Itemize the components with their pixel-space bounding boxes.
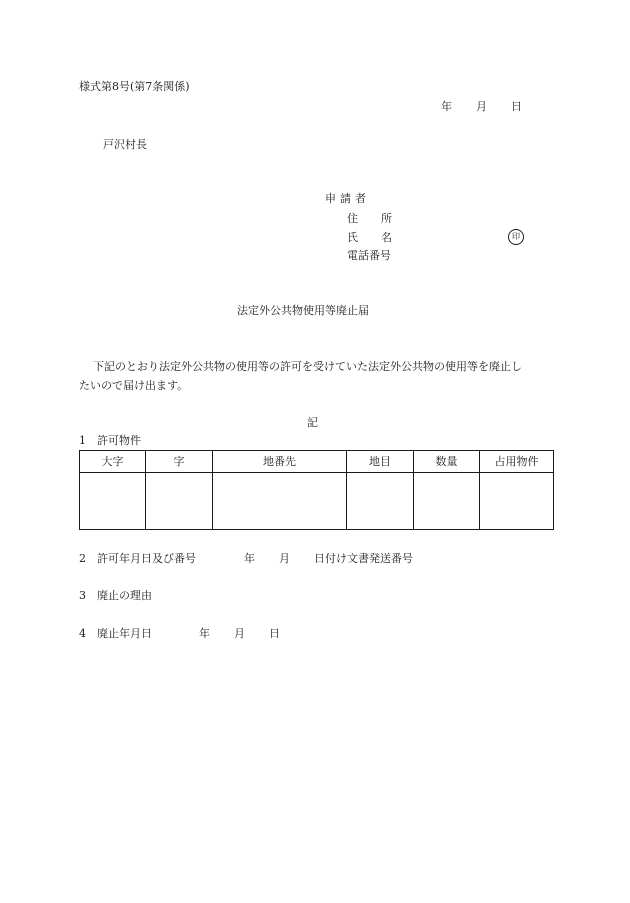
form-number: 様式第8号(第7条関係) [79, 80, 190, 93]
item-1 [79, 435, 141, 446]
item-3 [79, 590, 152, 601]
item-2 [79, 553, 413, 564]
item-4-day: 日 [269, 627, 280, 640]
body-text-line-2: たいので届け出ます。 [79, 379, 189, 392]
cell-chibansaki[interactable] [213, 473, 347, 530]
header-chimoku: 地目 [347, 451, 414, 473]
ki-heading: 記 [307, 416, 318, 429]
cell-oaza[interactable] [80, 473, 146, 530]
addressee: 戸沢村長 [103, 138, 147, 151]
address-label [347, 213, 392, 224]
applicant-title: 申請者 [325, 192, 370, 205]
item-2-label: 許可年月日及び番号 [97, 552, 196, 565]
date-day: 日 [511, 100, 522, 113]
name-label-a: 氏 [347, 231, 358, 244]
name-label [347, 232, 392, 243]
name-label-b: 名 [381, 231, 392, 244]
phone-label: 電話番号 [347, 249, 391, 262]
cell-suryo[interactable] [414, 473, 480, 530]
item-3-label: 廃止の理由 [97, 589, 152, 602]
item-2-suffix: 日付け文書発送番号 [314, 552, 413, 565]
item-1-label: 許可物件 [97, 434, 141, 447]
item-2-month: 月 [279, 552, 290, 565]
item-4 [79, 628, 280, 639]
header-aza: 字 [146, 451, 213, 473]
permit-items-table [79, 450, 554, 530]
date-month: 月 [476, 100, 487, 113]
body-text-line-1: 下記のとおり法定外公共物の使用等の許可を受けていた法定外公共物の使用等を廃止し [93, 360, 522, 373]
address-label-b: 所 [381, 212, 392, 225]
item-1-number: 1 [79, 434, 86, 447]
table-header-row [80, 451, 554, 473]
header-senyo-bukken: 占用物件 [480, 451, 554, 473]
item-4-number: 4 [79, 627, 86, 640]
header-chibansaki: 地番先 [213, 451, 347, 473]
cell-aza[interactable] [146, 473, 213, 530]
address-label-a: 住 [347, 212, 358, 225]
cell-chimoku[interactable] [347, 473, 414, 530]
table-row [80, 473, 554, 530]
item-2-year: 年 [244, 552, 255, 565]
item-4-label: 廃止年月日 [97, 627, 152, 640]
date-year: 年 [441, 100, 452, 113]
header-suryo: 数量 [414, 451, 480, 473]
cell-senyo-bukken[interactable] [480, 473, 554, 530]
item-2-number: 2 [79, 552, 86, 565]
item-3-number: 3 [79, 589, 86, 602]
document-title: 法定外公共物使用等廃止届 [237, 304, 369, 317]
date-line [441, 101, 522, 112]
item-4-month: 月 [234, 627, 245, 640]
seal-mark: 印 [508, 229, 524, 245]
item-4-year: 年 [199, 627, 210, 640]
header-oaza: 大字 [80, 451, 146, 473]
